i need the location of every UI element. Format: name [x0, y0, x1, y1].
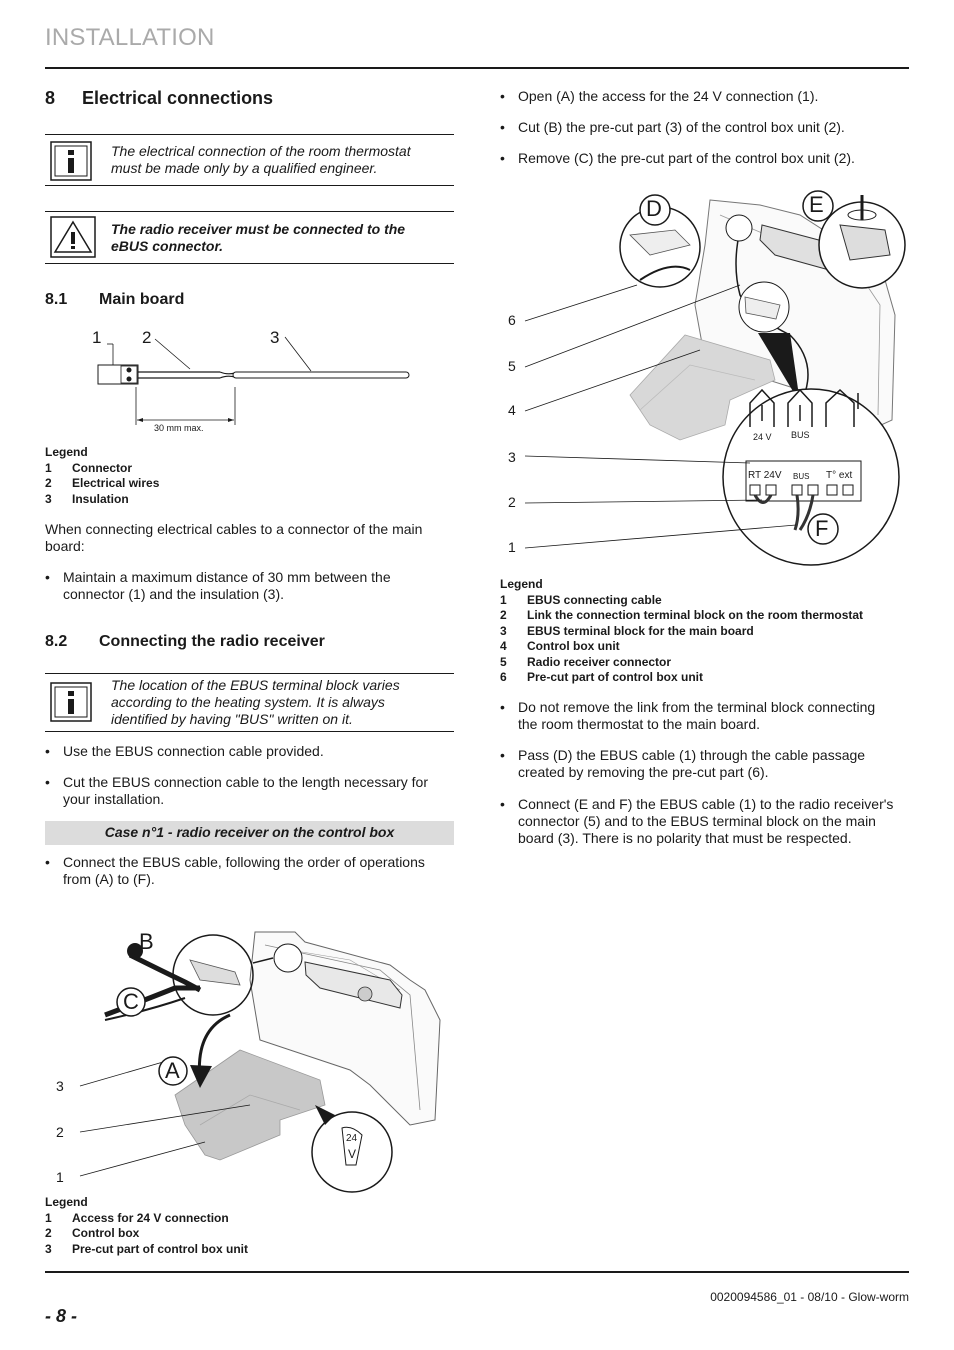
control-box-figure — [50, 920, 450, 1190]
info-notice-line: according to the heating system. It is always — [111, 694, 385, 710]
section-8-number: 8 — [45, 88, 56, 108]
legend-item: 5 Radio receiver connector — [500, 654, 672, 669]
legend-right — [500, 577, 910, 686]
figure-callout: 4 — [508, 402, 516, 418]
case-banner: Case n°1 - radio receiver on the control box — [45, 821, 454, 845]
figure-callout: 5 — [508, 358, 516, 374]
legend-title: Legend — [500, 577, 543, 591]
figure-callout: 1 — [92, 328, 102, 347]
section-8-title: Electrical connections — [82, 88, 274, 108]
terminal-label-text: T° ext — [826, 470, 853, 481]
info-notice-text: The electrical connection of the room thermostat must be made only by a qualified engineer. — [111, 143, 411, 176]
legend-8-1 — [45, 445, 445, 507]
section-8-1-title: Main board — [99, 291, 185, 308]
document-reference: 0020094586_01 - 08/10 - Glow-worm — [710, 1290, 909, 1304]
header-title: INSTALLATION — [45, 24, 215, 51]
legend-item: 2 Control box — [45, 1226, 140, 1240]
section-8-1-number: 8.1 — [45, 291, 68, 308]
warning-icon — [50, 216, 96, 258]
paragraph-line: When connecting electrical cables to a connector of the main — [45, 521, 423, 537]
legend-item: 3 EBUS terminal block for the main board — [500, 623, 754, 638]
step-letter-f: F — [815, 516, 829, 541]
label-24: 24 — [346, 1133, 358, 1144]
legend-item: 1 EBUS connecting cable — [500, 592, 662, 607]
legend-item: 4 Control box unit — [500, 639, 620, 653]
legend-title: Legend — [45, 1195, 88, 1209]
legend-item: 3 Pre-cut part of control box unit — [45, 1241, 248, 1256]
figure-callout: 2 — [508, 494, 516, 510]
paragraph-line: board: — [45, 538, 85, 554]
warning-rule-top — [45, 211, 454, 212]
figure-callout: 2 — [56, 1124, 64, 1140]
header-rule — [45, 67, 909, 69]
terminal-label-bus: BUS — [793, 472, 810, 481]
notice-rule-top — [45, 134, 454, 135]
legend-item: 1 Access for 24 V connection — [45, 1210, 229, 1225]
figure-callout: 1 — [56, 1169, 64, 1185]
figure-callout: 3 — [270, 328, 280, 347]
footer-rule — [45, 1271, 909, 1273]
legend-8-2 — [45, 1195, 445, 1257]
figure-callout: 1 — [508, 539, 516, 555]
legend-title: Legend — [45, 445, 88, 459]
label-v: V — [348, 1147, 357, 1161]
step-letter-e: E — [809, 192, 824, 217]
step-letter-a: A — [165, 1058, 180, 1083]
figure-callout: 6 — [508, 312, 516, 328]
terminal-label-24v: 24 V — [753, 432, 772, 442]
legend-item: 1 Connector — [45, 460, 132, 475]
info-notice-line: identified by having "BUS" written on it. — [111, 711, 353, 727]
warning-rule-bottom — [45, 263, 454, 264]
legend-item: 2 Link the connection terminal block on the room thermostat — [500, 608, 864, 622]
step-letter-d: D — [646, 196, 662, 221]
legend-item: 6 Pre-cut part of control box unit — [500, 670, 703, 684]
main-board-connector-figure — [45, 325, 425, 435]
dimension-label: 30 mm max. — [154, 423, 204, 433]
terminal-label-rt24v: RT 24V — [748, 470, 782, 481]
figure-callout: 3 — [508, 449, 516, 465]
info-icon — [50, 682, 92, 722]
figure-callout: 3 — [56, 1078, 64, 1094]
section-8-2-number: 8.2 — [45, 633, 68, 650]
notice-rule-bottom — [45, 731, 454, 732]
legend-item: 3 Insulation — [45, 491, 129, 506]
page-number: - 8 - — [45, 1306, 78, 1326]
notice-rule-top — [45, 673, 454, 674]
figure-callout: 2 — [142, 328, 152, 347]
info-icon — [50, 141, 92, 181]
step-letter-c: C — [123, 989, 139, 1014]
radio-receiver-wiring-figure — [500, 185, 910, 565]
notice-rule-bottom — [45, 185, 454, 186]
section-8-2-title: Connecting the radio receiver — [99, 633, 325, 650]
terminal-label-bus-top: BUS — [791, 430, 810, 440]
legend-item: 2 Electrical wires — [45, 476, 160, 490]
info-notice-line: The location of the EBUS terminal block varies — [111, 677, 400, 693]
warning-notice-text: The radio receiver must be connected to the eBUS connector. — [111, 221, 406, 254]
step-letter-b: B — [139, 929, 154, 954]
